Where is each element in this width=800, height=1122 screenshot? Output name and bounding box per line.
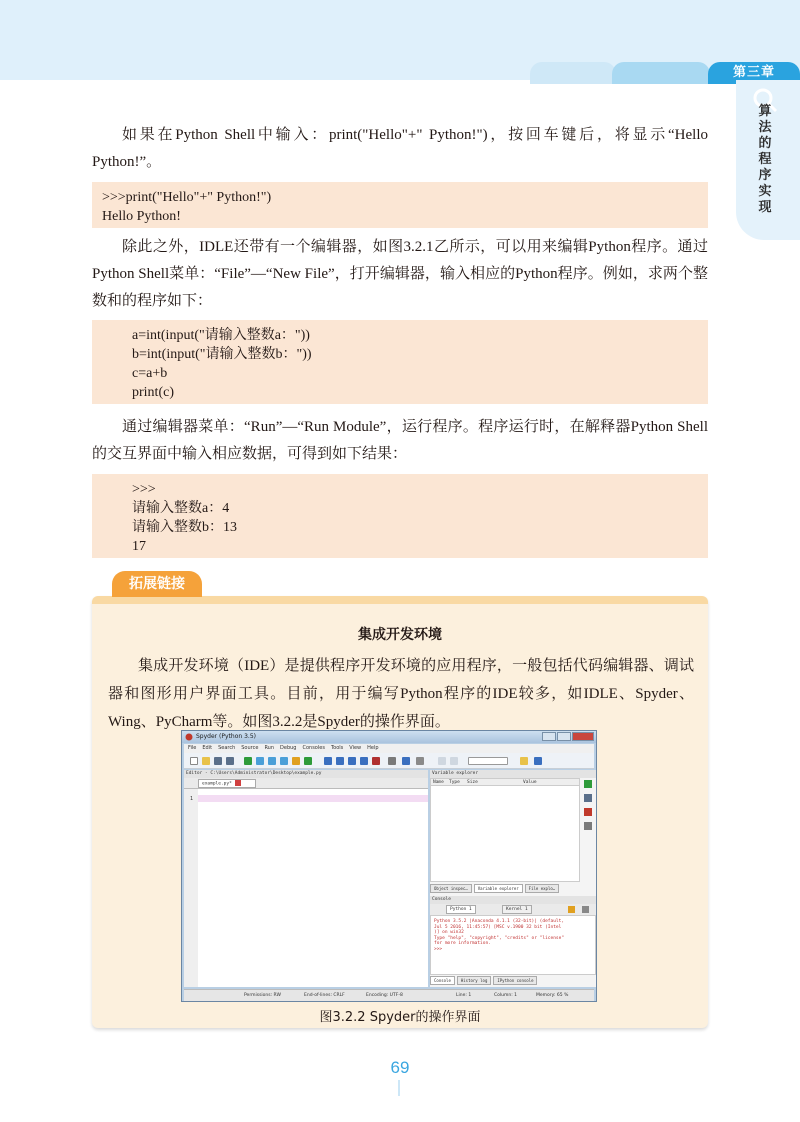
- save-data-icon[interactable]: [584, 794, 592, 802]
- parent-dir-icon[interactable]: [534, 757, 542, 765]
- page-number: 69: [390, 1058, 410, 1077]
- editor-tabs: [184, 778, 428, 789]
- close-tab-icon[interactable]: [235, 780, 241, 786]
- status-encoding: Encoding: UTF-8: [366, 993, 403, 998]
- stop-icon[interactable]: [372, 757, 380, 765]
- step-into-icon[interactable]: [324, 757, 332, 765]
- working-dir-input[interactable]: [468, 757, 508, 765]
- tab-object-inspector[interactable]: Object inspec…: [430, 884, 472, 893]
- status-column: Column: 1: [494, 993, 518, 998]
- status-eol: End-of-lines: CRLF: [304, 993, 345, 998]
- code-editor[interactable]: [184, 789, 428, 987]
- code-line: print(c): [132, 385, 174, 400]
- menu-consoles[interactable]: Consoles: [302, 745, 325, 751]
- variable-tools: [582, 778, 594, 882]
- spyder-logo-icon: [185, 733, 193, 741]
- status-permissions: Permissions: RW: [244, 993, 281, 998]
- back-icon[interactable]: [438, 757, 446, 765]
- code-line: b=int(input("请输入整数b：")): [132, 347, 312, 362]
- line-number: 1: [190, 796, 194, 802]
- console-line: Type "help", "copyright", "credits" or "license": [434, 935, 565, 941]
- chapter-label: 第三章: [708, 62, 800, 84]
- console-bottom-tabs: [430, 976, 596, 985]
- python-path-icon[interactable]: [402, 757, 410, 765]
- forward-icon[interactable]: [450, 757, 458, 765]
- status-memory: Memory: 65 %: [536, 993, 569, 998]
- side-section-tab: [736, 80, 800, 240]
- debug-icon[interactable]: [292, 757, 300, 765]
- side-section-title: 算法的程序实现: [758, 104, 772, 215]
- console-output[interactable]: [430, 915, 596, 975]
- continue-icon[interactable]: [348, 757, 356, 765]
- menu-run[interactable]: Run: [264, 745, 275, 751]
- menu-view[interactable]: View: [349, 745, 362, 751]
- paragraph-1: 如果在Python Shell中输入：print("Hello"+" Python!")，按回车键后，将显示“Hello Python!”。: [92, 127, 708, 170]
- editor-header: Editor - C:\Users\Administrator\Desktop\example.py: [184, 770, 428, 778]
- editor-tab-example[interactable]: [198, 779, 256, 788]
- options-menu-icon[interactable]: [582, 906, 589, 913]
- menu-help[interactable]: Help: [367, 745, 379, 751]
- code-line: 请输入整数b：13: [132, 520, 237, 535]
- import-data-icon[interactable]: [584, 780, 592, 788]
- menu-file[interactable]: File: [188, 745, 197, 751]
- status-line: Line: 1: [456, 993, 472, 998]
- menu-debug[interactable]: Debug: [280, 745, 297, 751]
- code-block-sum: [92, 320, 708, 404]
- console-text: [434, 919, 592, 952]
- window-title: Spyder (Python 3.5): [196, 733, 256, 740]
- variable-table: [430, 778, 580, 882]
- menu-search[interactable]: Search: [218, 745, 236, 751]
- console-tabs: [430, 904, 596, 915]
- warning-icon: [568, 906, 575, 913]
- step-return-icon[interactable]: [336, 757, 344, 765]
- page-number-decor: [398, 1080, 400, 1096]
- run-cell-advance-icon[interactable]: [268, 757, 276, 765]
- col-value[interactable]: Value: [523, 780, 537, 785]
- extension-label: 拓展链接: [112, 571, 202, 597]
- code-block-shell: [92, 182, 708, 228]
- minimize-icon[interactable]: [542, 732, 556, 741]
- run-cell-icon[interactable]: [256, 757, 264, 765]
- window-titlebar: [182, 731, 596, 743]
- menu-edit[interactable]: Edit: [202, 745, 213, 751]
- status-bar: [184, 989, 594, 1001]
- code-line: a=int(input("请输入整数a：")): [132, 328, 310, 343]
- menu-source[interactable]: Source: [241, 745, 259, 751]
- right-pane: [430, 770, 596, 987]
- code-line: Hello Python!: [102, 209, 181, 224]
- col-name[interactable]: Name: [433, 780, 444, 785]
- variable-table-header: [431, 779, 579, 786]
- tab-history-log[interactable]: History log: [457, 976, 492, 985]
- code-line: 请输入整数a：4: [132, 501, 230, 516]
- debug-step-icon[interactable]: [304, 757, 312, 765]
- code-line: >>>: [132, 482, 156, 497]
- browse-dir-icon[interactable]: [520, 757, 528, 765]
- tab-variable-explorer[interactable]: Variable explorer: [474, 884, 523, 893]
- col-size[interactable]: Size: [467, 780, 478, 785]
- paragraph-2: 除此之外，IDLE还带有一个编辑器，如图3.2.1乙所示，可以用来编辑Python程序。通过Python Shell菜单：“File”—“New File”，打开编辑器，输入相应的Python程序。例如，求两个整数和的程序如下：: [92, 239, 708, 309]
- current-line-highlight: [198, 795, 428, 802]
- toolbar: [184, 753, 594, 769]
- header-tab-decor-1: [530, 62, 616, 84]
- close-icon[interactable]: [572, 732, 594, 741]
- editor-tab-label: example.py*: [202, 781, 232, 787]
- extension-text: 集成开发环境（IDE）是提供程序开发环境的应用程序，一般包括代码编辑器、调试器和图形用户界面工具。目前，用于编写Python程序的IDE较多，如IDLE、Spyder、Wing、PyCharm等。如图3.2.2是Spyder的操作界面。: [108, 658, 694, 730]
- menu-tools[interactable]: Tools: [330, 745, 344, 751]
- preferences-icon[interactable]: [416, 757, 424, 765]
- code-block-result: [92, 474, 708, 558]
- console-tab-python[interactable]: Python 1: [446, 905, 476, 914]
- remove-all-icon[interactable]: [584, 808, 592, 816]
- console-line: Python 3.5.2 |Anaconda 4.1.1 (32-bit)| (default,: [434, 919, 565, 924]
- new-file-icon[interactable]: [190, 757, 198, 765]
- console-line: Jul 5 2016, 11:45:57) [MSC v.1900 32 bit (Intel: [434, 924, 562, 930]
- tab-ipython-console[interactable]: IPython console: [493, 976, 537, 985]
- console-line: )] on win32: [434, 930, 464, 935]
- save-all-icon[interactable]: [226, 757, 234, 765]
- code-line: c=a+b: [132, 366, 168, 381]
- paragraph-3: 通过编辑器菜单：“Run”—“Run Module”，运行程序。程序运行时，在解释器Python Shell的交互界面中输入相应数据，可得到如下结果：: [92, 419, 708, 462]
- maximize-icon[interactable]: [557, 732, 571, 741]
- tab-console[interactable]: Console: [430, 976, 455, 985]
- col-type[interactable]: Type: [449, 780, 460, 785]
- console-line: >>>: [434, 946, 443, 952]
- console-tab-kernel[interactable]: Kernel 1: [502, 905, 532, 914]
- run-selection-icon[interactable]: [280, 757, 288, 765]
- console-line: for more information.: [434, 941, 491, 946]
- step-over-icon[interactable]: [360, 757, 368, 765]
- line-gutter: [184, 789, 198, 987]
- maximize-pane-icon[interactable]: [388, 757, 396, 765]
- save-icon[interactable]: [214, 757, 222, 765]
- extension-title: 集成开发环境: [358, 627, 442, 643]
- options-icon[interactable]: [584, 822, 592, 830]
- console-header: Console: [430, 896, 596, 904]
- header-tab-decor-2: [612, 62, 710, 84]
- window-controls: [542, 732, 594, 741]
- variable-explorer-header: Variable explorer: [430, 770, 596, 778]
- code-line: 17: [132, 539, 146, 554]
- tab-file-explorer[interactable]: File explo…: [525, 884, 560, 893]
- spyder-screenshot: [181, 730, 597, 1002]
- figure-caption: 图3.2.2 Spyder的操作界面: [319, 1010, 481, 1025]
- right-pane-tabs: [430, 884, 596, 893]
- open-file-icon[interactable]: [202, 757, 210, 765]
- run-icon[interactable]: [244, 757, 252, 765]
- code-line: >>>print("Hello"+" Python!"): [102, 190, 272, 205]
- menu-bar: [184, 744, 594, 753]
